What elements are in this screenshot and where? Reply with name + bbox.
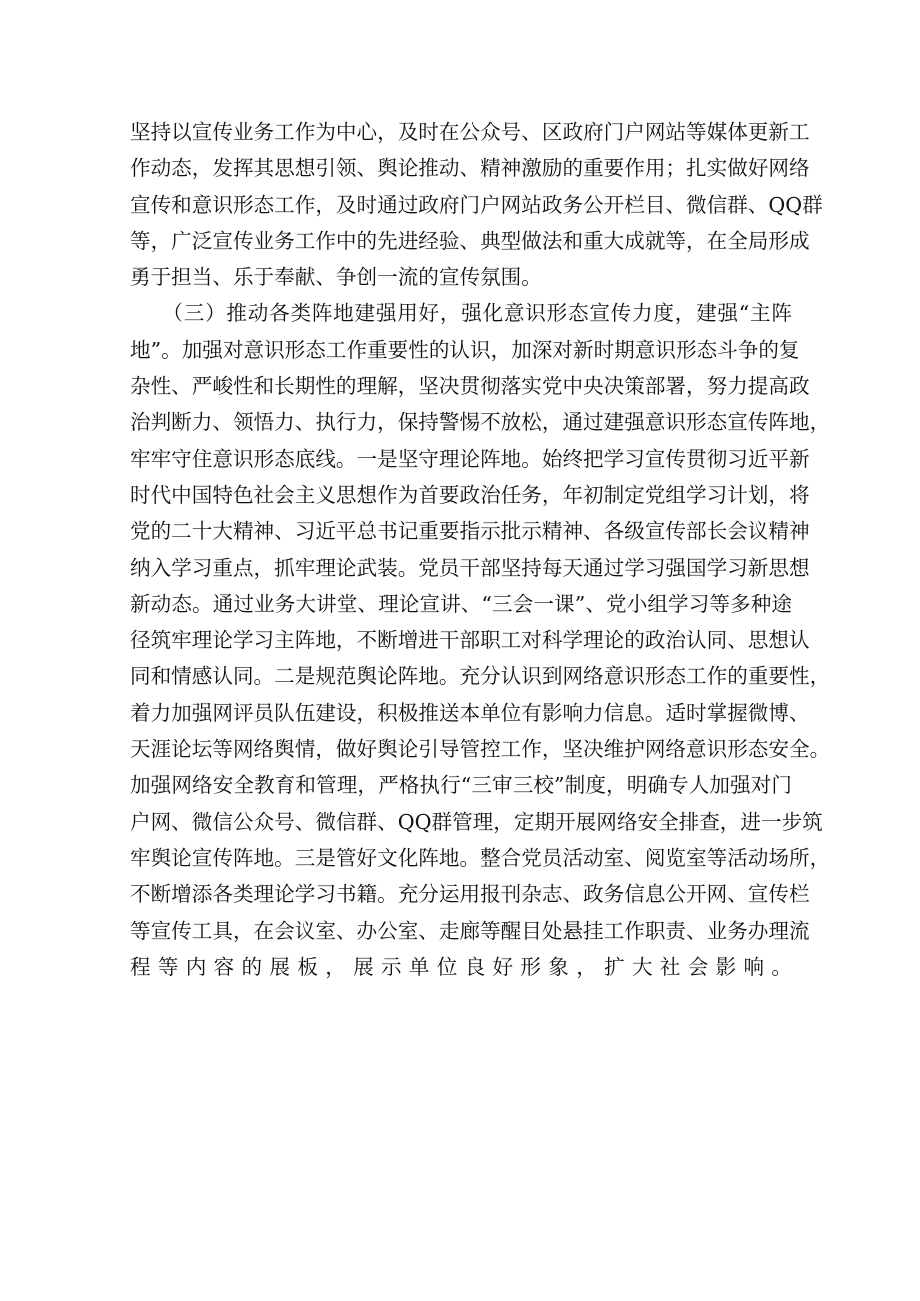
text-line xyxy=(130,985,792,1021)
text-line: 等宣传工具，在会议室、办公室、走廊等醒目处悬挂工作职责、业务办理流 xyxy=(130,918,810,943)
text-line xyxy=(130,1058,792,1094)
text-line: 牢牢守住意识形态底线。一是坚守理论阵地。始终把学习宣传贯彻习近平新 xyxy=(130,446,810,471)
text-line: 坚持以宣传业务工作为中心，及时在公众号、区政府门户网站等媒体更新工 xyxy=(130,120,810,144)
text-line: 宣传和意识形态工作，及时通过政府门户网站政务公开栏目、微信群、QQ群 xyxy=(130,192,823,217)
text-line: 等，广泛宣传业务工作中的先进经验、典型做法和重大成就等，在全局形成 xyxy=(130,228,810,253)
text-line: 治判断力、领悟力、执行力，保持警惕不放松，通过建强意识形态宣传阵地， xyxy=(130,410,831,435)
text-line: 不断增添各类理论学习书籍。充分运用报刊杂志、政务信息公开网、宣传栏 xyxy=(130,882,810,907)
text-line: 党的二十大精神、习近平总书记重要指示批示精神、各级宣传部长会议精神 xyxy=(130,519,810,544)
text-line: 新动态。通过业务大讲堂、理论宣讲、“三会一课”、党小组学习等多种途 xyxy=(130,591,792,616)
text-line: 勇于担当、乐于奉献、争创一流的宣传氛围。 xyxy=(130,265,542,290)
text-line: 天涯论坛等网络舆情，做好舆论引导管控工作，坚决维护网络意识形态安全。 xyxy=(130,737,831,762)
text-line: 着力加强网评员队伍建设，积极推送本单位有影响力信息。适时掌握微博、 xyxy=(130,700,810,725)
document-body xyxy=(130,114,831,1167)
text-line: 程等内容的展板，展示单位良好形象，扩大社会影响。 xyxy=(130,954,792,979)
text-line: 加强网络安全教育和管理，严格执行“三审三校”制度，明确专人加强对门 xyxy=(130,773,792,798)
text-line xyxy=(130,1094,792,1130)
paragraph-1 xyxy=(130,114,823,295)
text-line: 户网、微信公众号、微信群、QQ群管理，定期开展网络安全排查，进一步筑 xyxy=(130,809,823,834)
paragraph-2 xyxy=(130,295,831,1166)
text-line: 作动态，发挥其思想引领、舆论推动、精神激励的重要作用；扎实做好网络 xyxy=(130,156,810,181)
text-line: 纳入学习重点，抓牢理论武装。党员干部坚持每天通过学习强国学习新思想 xyxy=(130,555,810,580)
text-line xyxy=(130,1021,792,1057)
text-line: 地”。加强对意识形态工作重要性的认识，加深对新时期意识形态斗争的复 xyxy=(130,337,800,362)
text-line: 同和情感认同。二是规范舆论阵地。充分认识到网络意识形态工作的重要性， xyxy=(130,664,831,689)
text-line: 牢舆论宣传阵地。三是管好文化阵地。整合党员活动室、阅览室等活动场所， xyxy=(130,845,831,870)
text-line: 径筑牢理论学习主阵地，不断增进干部职工对科学理论的政治认同、思想认 xyxy=(130,628,810,653)
text-line xyxy=(130,1130,792,1166)
text-line: 杂性、严峻性和长期性的理解，坚决贯彻落实党中央决策部署，努力提高政 xyxy=(130,374,810,399)
text-line: 时代中国特色社会主义思想作为首要政治任务，年初制定党组学习计划，将 xyxy=(130,482,810,507)
text-line: （三）推动各类阵地建强用好，强化意识形态宣传力度，建强“主阵 xyxy=(130,301,792,326)
